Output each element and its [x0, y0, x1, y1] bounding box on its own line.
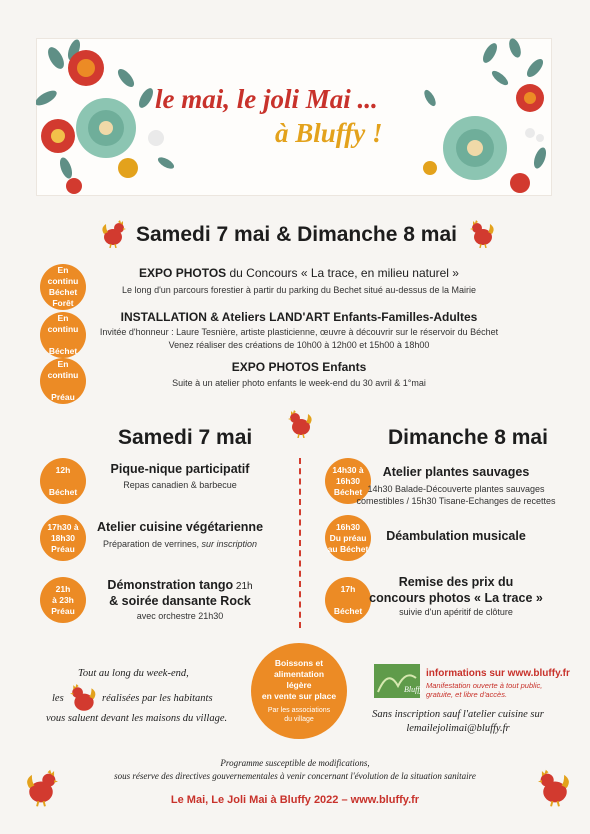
time-badge: En continu Béchet — [40, 312, 86, 358]
event-title: Déambulation musicale — [386, 529, 526, 543]
event-description: comestibles / 15h30 Tisane-Echanges de recettes — [356, 496, 556, 506]
event-title: Démonstration tango 21h — [107, 578, 253, 592]
event-title: Atelier plantes sauvages — [382, 465, 530, 479]
rooster-icon — [100, 220, 126, 248]
info-title: informations sur www.bluffy.fr — [426, 668, 570, 679]
info-note: Sans inscription sauf l'atelier cuisine sur — [372, 709, 544, 720]
event-title: concours photos « La trace » — [369, 591, 543, 605]
event-title: INSTALLATION & Ateliers LAND'ART Enfants-Familles-Adultes — [120, 310, 478, 324]
event-description: Invitée d'honneur : Laure Tesnière, artiste plasticienne, œuvre à découvrir sur le réservoir du Béchet — [99, 327, 499, 337]
event-title: Atelier cuisine végétarienne — [96, 520, 264, 534]
sunday-heading: Dimanche 8 mai — [388, 426, 548, 449]
rooster-icon — [70, 684, 98, 714]
rooster-icon — [24, 768, 58, 808]
time-badge: En continu Béchet Forêt — [40, 264, 86, 310]
time-badge: 14h30 à 16h30 Béchet — [325, 458, 371, 504]
event-description: 14h30 Balade-Découverte plantes sauvages — [367, 484, 545, 494]
footer-text: Le Mai, Le Joli Mai à Bluffy 2022 – www.bluffy.fr — [170, 794, 420, 806]
weekend-note-line1: Tout au long du week-end, — [78, 668, 189, 679]
event-description: Préparation de verrines, sur inscription — [102, 539, 258, 549]
right-floral-illustration — [400, 38, 550, 196]
info-subtitle: Manifestation ouverte à tout public, gratuite, et libre d'accès. — [426, 681, 543, 699]
bluffy-logo-text: Bluffy — [404, 685, 424, 694]
rooster-icon — [288, 410, 314, 438]
event-title: EXPO PHOTOS Enfants — [231, 360, 367, 374]
event-title: EXPO PHOTOS du Concours « La trace, en milieu naturel » — [139, 266, 459, 280]
rooster-icon — [538, 768, 572, 808]
event-description: Suite à un atelier photo enfants le week-end du 30 avril & 1°mai — [172, 378, 426, 388]
column-divider — [299, 458, 301, 628]
time-badge: 17h30 à 18h30 Préau — [40, 515, 86, 561]
event-title: Pique-nique participatif — [110, 462, 250, 476]
drinks-info-badge: Boissons et alimentation légère en vente sur place Par les associations du village — [251, 643, 347, 739]
event-description: Le long d'un parcours forestier à partir du parking du Bechet situé au-dessus de la Mairie — [122, 285, 476, 295]
weekend-heading: Samedi 7 mai & Dimanche 8 mai — [136, 223, 457, 246]
main-title-line2: à Bluffy ! — [275, 118, 383, 148]
time-badge: 21h à 23h Préau — [40, 577, 86, 623]
event-title: & soirée dansante Rock — [109, 594, 251, 608]
event-description: Repas canadien & barbecue — [123, 480, 237, 490]
disclaimer-line2: sous réserve des directives gouvernementales à venir concernant l'évolution de la situation sanitaire — [114, 771, 476, 781]
event-title: Remise des prix du — [398, 575, 514, 589]
info-email[interactable]: lemailejolimai@bluffy.fr — [406, 723, 510, 734]
main-title-line1: le mai, le joli Mai ... — [155, 84, 378, 114]
disclaimer-line1: Programme susceptible de modifications, — [220, 758, 370, 768]
event-description: avec orchestre 21h30 — [136, 611, 224, 621]
weekend-note-line2a: les — [52, 693, 64, 704]
weekend-note-line2b: réalisées par les habitants — [102, 693, 213, 704]
time-badge: 12h Béchet — [40, 458, 86, 504]
rooster-icon — [470, 220, 496, 248]
weekend-note-line3: vous saluent devant les maisons du village. — [46, 713, 228, 724]
left-floral-illustration — [36, 38, 196, 198]
time-badge: 17h Béchet — [325, 577, 371, 623]
time-badge: En continu Préau — [40, 358, 86, 404]
event-description: Venez réaliser des créations de 10h00 à 12h00 et 15h00 à 18h00 — [168, 340, 430, 350]
time-badge: 16h30 Du préau au Béchet — [325, 515, 371, 561]
event-description: suivie d'un apéritif de clôture — [399, 607, 513, 617]
saturday-heading: Samedi 7 mai — [118, 426, 253, 449]
